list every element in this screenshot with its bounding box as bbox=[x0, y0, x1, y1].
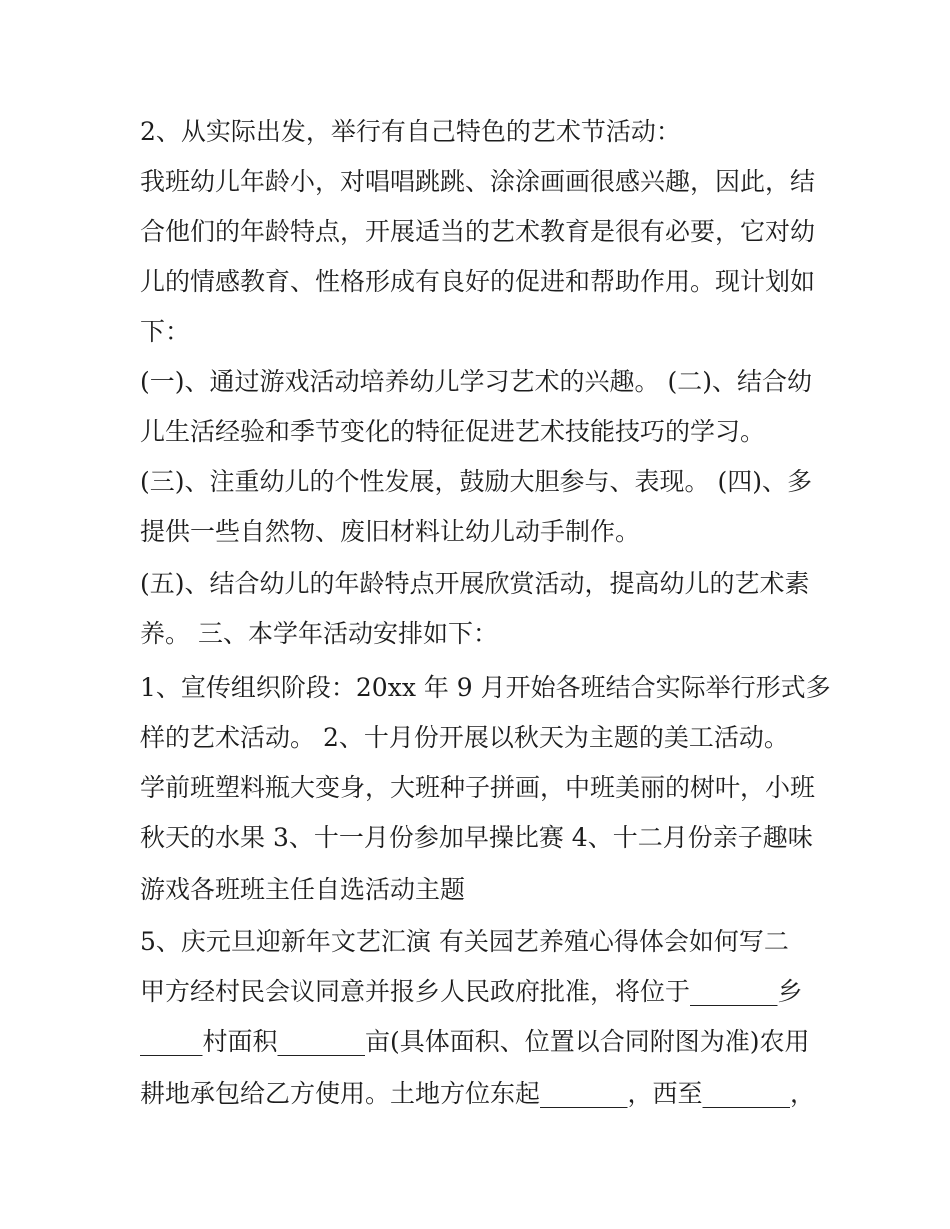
text-line-13: 样的艺术活动。 2、十月份开展以秋天为主题的美工活动。 bbox=[140, 723, 789, 752]
text-line-3: 合他们的年龄特点，开展适当的艺术教育是很有必要，它对幼 bbox=[140, 217, 816, 246]
text-line-4: 儿的情感教育、性格形成有良好的促进和帮助作用。现计划如 bbox=[140, 267, 816, 296]
text-line-18: 甲方经村民会议同意并报乡人民政府批准，将位于_______乡 bbox=[140, 977, 803, 1006]
text-line-6: (一)、通过游戏活动培养幼儿学习艺术的兴趣。 (二)、结合幼 bbox=[140, 367, 812, 396]
text-line-8: (三)、注重幼儿的个性发展，鼓励大胆参与、表现。 (四)、多 bbox=[140, 467, 812, 496]
text-line-9: 提供一些自然物、废旧材料让幼儿动手制作。 bbox=[140, 517, 641, 546]
text-line-14: 学前班塑料瓶大变身，大班种子拼画，中班美丽的树叶，小班 bbox=[140, 773, 816, 802]
text-line-11: 养。 三、本学年活动安排如下： bbox=[140, 619, 498, 648]
text-line-2: 我班幼儿年龄小，对唱唱跳跳、涂涂画画很感兴趣，因此，结 bbox=[140, 167, 816, 196]
text-line-19: _____村面积_______亩(具体面积、位置以合同附图为准)农用 bbox=[140, 1027, 810, 1056]
text-line-16: 游戏各班班主任自选活动主题 bbox=[140, 875, 466, 904]
text-line-10: (五)、结合幼儿的年龄特点开展欣赏活动，提高幼儿的艺术素 bbox=[140, 569, 810, 598]
text-line-5: 下： bbox=[140, 317, 191, 346]
text-line-7: 儿生活经验和季节变化的特征促进艺术技能技巧的学习。 bbox=[140, 417, 766, 446]
text-line-12: 1、宣传组织阶段：20xx 年 9 月开始各班结合实际举行形式多 bbox=[140, 673, 831, 702]
text-line-20: 耕地承包给乙方使用。土地方位东起_______，西至_______， bbox=[140, 1079, 816, 1108]
text-line-17: 5、庆元旦迎新年文艺汇演 有关园艺养殖心得体会如何写二 bbox=[140, 927, 789, 956]
text-line-15: 秋天的水果 3、十一月份参加早操比赛 4、十二月份亲子趣味 bbox=[140, 823, 813, 852]
text-line-1: 2、从实际出发，举行有自己特色的艺术节活动： bbox=[140, 117, 681, 146]
